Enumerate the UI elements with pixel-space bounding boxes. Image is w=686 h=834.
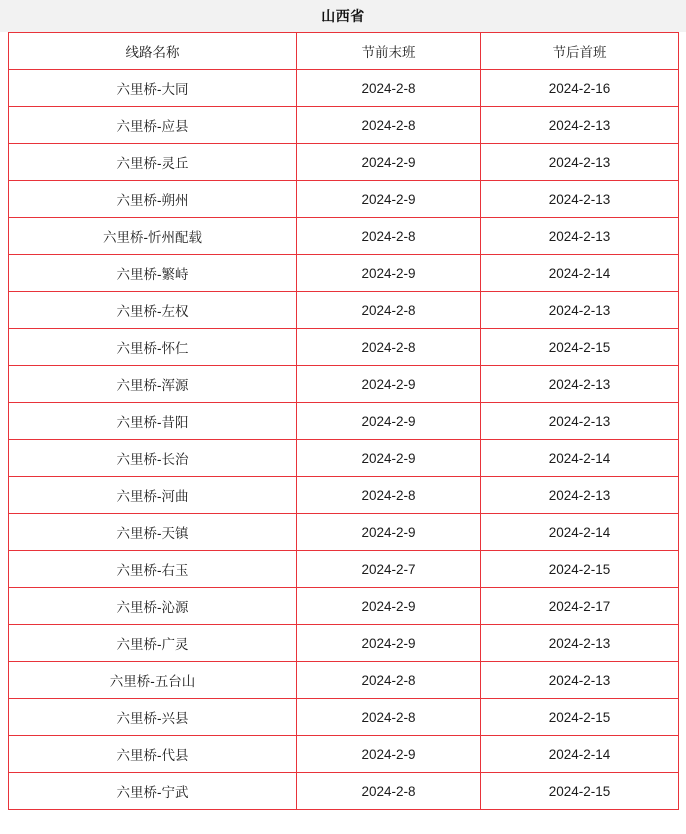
first-bus-after: 2024-2-15 bbox=[481, 329, 679, 366]
first-bus-after: 2024-2-13 bbox=[481, 477, 679, 514]
last-bus-before: 2024-2-9 bbox=[297, 255, 481, 292]
last-bus-before: 2024-2-8 bbox=[297, 773, 481, 810]
route-name: 六里桥-宁武 bbox=[9, 773, 297, 810]
first-bus-after: 2024-2-13 bbox=[481, 218, 679, 255]
last-bus-before: 2024-2-9 bbox=[297, 514, 481, 551]
table-header-row bbox=[9, 33, 679, 70]
route-name: 六里桥-广灵 bbox=[9, 625, 297, 662]
table-row bbox=[9, 329, 679, 366]
last-bus-before: 2024-2-9 bbox=[297, 403, 481, 440]
table-row bbox=[9, 181, 679, 218]
table-row bbox=[9, 773, 679, 810]
last-bus-before: 2024-2-8 bbox=[297, 218, 481, 255]
first-bus-after: 2024-2-13 bbox=[481, 144, 679, 181]
first-bus-after: 2024-2-14 bbox=[481, 255, 679, 292]
first-bus-after: 2024-2-13 bbox=[481, 403, 679, 440]
first-bus-after: 2024-2-14 bbox=[481, 514, 679, 551]
route-name: 六里桥-应县 bbox=[9, 107, 297, 144]
table-row bbox=[9, 551, 679, 588]
route-name: 六里桥-忻州配载 bbox=[9, 218, 297, 255]
first-bus-after: 2024-2-16 bbox=[481, 70, 679, 107]
first-bus-after: 2024-2-13 bbox=[481, 366, 679, 403]
route-name: 六里桥-沁源 bbox=[9, 588, 297, 625]
route-name: 六里桥-天镇 bbox=[9, 514, 297, 551]
last-bus-before: 2024-2-8 bbox=[297, 699, 481, 736]
first-bus-after: 2024-2-13 bbox=[481, 292, 679, 329]
first-bus-after: 2024-2-13 bbox=[481, 625, 679, 662]
first-bus-after: 2024-2-13 bbox=[481, 662, 679, 699]
table-row bbox=[9, 403, 679, 440]
route-name: 六里桥-繁峙 bbox=[9, 255, 297, 292]
first-bus-after: 2024-2-15 bbox=[481, 699, 679, 736]
last-bus-before: 2024-2-9 bbox=[297, 366, 481, 403]
column-header-last-bus-before: 节前末班 bbox=[297, 33, 481, 70]
last-bus-before: 2024-2-9 bbox=[297, 181, 481, 218]
route-name: 六里桥-怀仁 bbox=[9, 329, 297, 366]
table-row bbox=[9, 477, 679, 514]
table-row bbox=[9, 588, 679, 625]
route-name: 六里桥-朔州 bbox=[9, 181, 297, 218]
column-header-first-bus-after: 节后首班 bbox=[481, 33, 679, 70]
first-bus-after: 2024-2-13 bbox=[481, 181, 679, 218]
table-row bbox=[9, 625, 679, 662]
table-header bbox=[9, 33, 679, 70]
first-bus-after: 2024-2-17 bbox=[481, 588, 679, 625]
last-bus-before: 2024-2-8 bbox=[297, 662, 481, 699]
route-name: 六里桥-河曲 bbox=[9, 477, 297, 514]
first-bus-after: 2024-2-15 bbox=[481, 551, 679, 588]
table-row bbox=[9, 144, 679, 181]
route-name: 六里桥-浑源 bbox=[9, 366, 297, 403]
table-row bbox=[9, 292, 679, 329]
first-bus-after: 2024-2-13 bbox=[481, 107, 679, 144]
last-bus-before: 2024-2-8 bbox=[297, 107, 481, 144]
last-bus-before: 2024-2-9 bbox=[297, 440, 481, 477]
table-row bbox=[9, 736, 679, 773]
table-row bbox=[9, 255, 679, 292]
route-name: 六里桥-兴县 bbox=[9, 699, 297, 736]
table-row bbox=[9, 366, 679, 403]
route-name: 六里桥-左权 bbox=[9, 292, 297, 329]
table-row bbox=[9, 107, 679, 144]
bus-schedule-table bbox=[8, 32, 679, 810]
route-name: 六里桥-长治 bbox=[9, 440, 297, 477]
route-name: 六里桥-五台山 bbox=[9, 662, 297, 699]
table-row bbox=[9, 440, 679, 477]
last-bus-before: 2024-2-9 bbox=[297, 625, 481, 662]
route-name: 六里桥-大同 bbox=[9, 70, 297, 107]
first-bus-after: 2024-2-14 bbox=[481, 440, 679, 477]
first-bus-after: 2024-2-15 bbox=[481, 773, 679, 810]
last-bus-before: 2024-2-9 bbox=[297, 736, 481, 773]
last-bus-before: 2024-2-8 bbox=[297, 477, 481, 514]
route-name: 六里桥-昔阳 bbox=[9, 403, 297, 440]
table-row bbox=[9, 70, 679, 107]
table-row bbox=[9, 514, 679, 551]
bottom-spacer bbox=[0, 810, 686, 816]
table-row bbox=[9, 218, 679, 255]
last-bus-before: 2024-2-7 bbox=[297, 551, 481, 588]
column-header-route: 线路名称 bbox=[9, 33, 297, 70]
page-title bbox=[0, 0, 686, 32]
last-bus-before: 2024-2-9 bbox=[297, 144, 481, 181]
route-name: 六里桥-右玉 bbox=[9, 551, 297, 588]
last-bus-before: 2024-2-8 bbox=[297, 329, 481, 366]
table-row bbox=[9, 699, 679, 736]
first-bus-after: 2024-2-14 bbox=[481, 736, 679, 773]
last-bus-before: 2024-2-8 bbox=[297, 70, 481, 107]
table-body bbox=[9, 70, 679, 810]
table-row bbox=[9, 662, 679, 699]
route-name: 六里桥-灵丘 bbox=[9, 144, 297, 181]
route-name: 六里桥-代县 bbox=[9, 736, 297, 773]
last-bus-before: 2024-2-9 bbox=[297, 588, 481, 625]
page-title-text: 山西省 bbox=[321, 8, 365, 24]
last-bus-before: 2024-2-8 bbox=[297, 292, 481, 329]
